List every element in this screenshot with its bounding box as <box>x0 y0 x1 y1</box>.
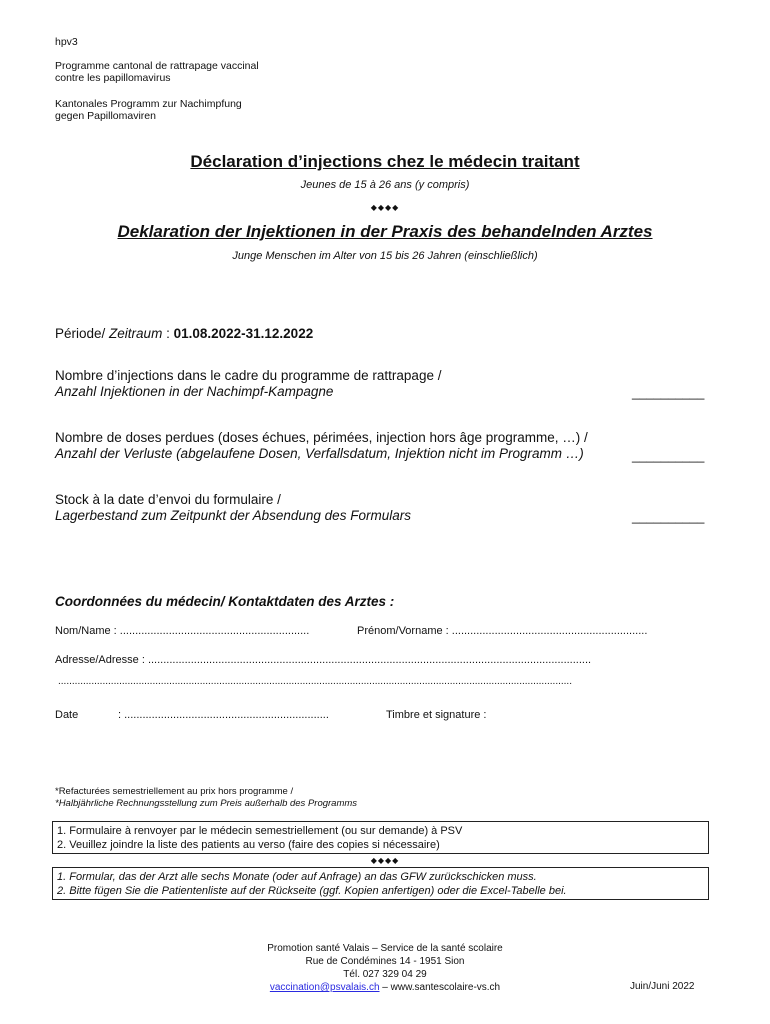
instruction-de-2: 2. Bitte fügen Sie die Patientenliste auf der Rückseite (ggf. Kopien anfertigen) oder die Excel-Tabelle bei. <box>57 885 567 897</box>
period-label-fr: Période/ <box>55 326 110 341</box>
field-stock-de: Lagerbestand zum Zeitpunkt der Absendung des Formulars <box>55 508 411 523</box>
firstname-row <box>357 625 647 637</box>
footnote-fr: *Refacturées semestriellement au prix hors programme / <box>55 786 294 797</box>
stamp-signature-label: Timbre et signature : <box>386 709 487 721</box>
contact-heading: Coordonnées du médecin/ Kontaktdaten des Arztes : <box>55 594 395 609</box>
document-code: hpv3 <box>55 36 78 48</box>
footer-address: Rue de Condémines 14 - 1951 Sion <box>305 956 465 967</box>
instructions-box-de <box>52 867 709 900</box>
period-value: 01.08.2022-31.12.2022 <box>173 326 314 341</box>
program-de-line1: Kantonales Programm zur Nachimpfung <box>55 98 242 110</box>
period-label-de: Zeitraum <box>109 326 163 341</box>
address-row <box>55 654 591 666</box>
field-losses-de: Anzahl der Verluste (abgelaufene Dosen, Verfallsdatum, Injektion nicht im Programm …) <box>55 446 584 461</box>
address-field[interactable]: ................................................................................................................................................. <box>147 654 592 666</box>
subtitle-de: Junge Menschen im Alter von 15 bis 26 Jahren (einschließlich) <box>232 250 538 262</box>
program-fr-line1: Programme cantonal de rattrapage vaccinal <box>55 60 259 72</box>
address-label: Adresse/Adresse : <box>55 654 148 666</box>
program-de-line2: gegen Papillomaviren <box>55 110 156 122</box>
footer-website: – www.santescolaire-vs.ch <box>379 982 501 993</box>
date-field[interactable]: : ................................................................... <box>118 709 329 721</box>
field-losses-blank[interactable]: __________ <box>632 448 705 463</box>
footer-org: Promotion santé Valais – Service de la santé scolaire <box>267 943 503 954</box>
instruction-fr-1: 1. Formulaire à renvoyer par le médecin semestriellement (ou sur demande) à PSV <box>57 825 463 837</box>
instruction-fr-2: 2. Veuillez joindre la liste des patients au verso (faire des copies si nécessaire) <box>57 839 440 851</box>
separator-diamonds: ◆◆◆◆ <box>370 203 400 212</box>
title-fr: Déclaration d’injections chez le médecin traitant <box>190 152 580 171</box>
separator-diamonds-2: ◆◆◆◆ <box>370 856 400 865</box>
field-injections-blank[interactable]: __________ <box>632 385 705 400</box>
name-row <box>55 625 309 637</box>
field-injections-de: Anzahl Injektionen in der Nachimpf-Kampagne <box>55 384 334 399</box>
footer-date: Juin/Juni 2022 <box>630 981 695 992</box>
instructions-box-fr <box>52 821 709 854</box>
name-label: Nom/Name : <box>55 625 120 637</box>
field-stock-fr: Stock à la date d’envoi du formulaire / <box>55 492 281 507</box>
period-row <box>55 326 313 342</box>
field-stock-blank[interactable]: __________ <box>632 509 705 524</box>
address-field-line2[interactable]: ......................................................................................................................................................................................... <box>58 676 572 687</box>
subtitle-fr: Jeunes de 15 à 26 ans (y compris) <box>300 179 470 191</box>
title-de: Deklaration der Injektionen in der Praxis des behandelnden Arztes <box>117 222 653 241</box>
footer-phone: Tél. 027 329 04 29 <box>343 969 427 980</box>
firstname-label: Prénom/Vorname : <box>357 625 452 637</box>
firstname-field[interactable]: ................................................................ <box>451 625 648 637</box>
period-colon: : <box>162 326 174 341</box>
instruction-de-1: 1. Formular, das der Arzt alle sechs Monate (oder auf Anfrage) an das GFW zurückschicken muss. <box>57 871 537 883</box>
field-injections-fr: Nombre d’injections dans le cadre du programme de rattrapage / <box>55 368 442 383</box>
program-fr-line2: contre les papillomavirus <box>55 72 171 84</box>
name-field[interactable]: .............................................................. <box>119 625 310 637</box>
footnote-de: *Halbjährliche Rechnungsstellung zum Preis außerhalb des Programms <box>55 798 358 809</box>
field-losses-fr: Nombre de doses perdues (doses échues, périmées, injection hors âge programme, …) / <box>55 430 588 445</box>
date-label: Date <box>55 709 79 721</box>
footer-email-link[interactable]: vaccination@psvalais.ch <box>269 982 380 993</box>
